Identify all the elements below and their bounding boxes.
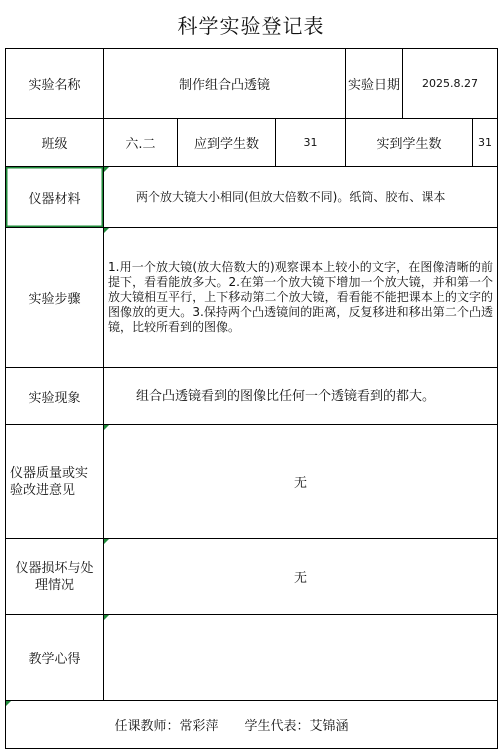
steps-label: 实验步骤 (6, 228, 104, 368)
reflection-value[interactable] (104, 615, 498, 701)
row-steps (6, 228, 498, 368)
experiment-date-value[interactable]: 2025.8.27 (403, 49, 498, 119)
actual-students-value[interactable]: 31 (473, 119, 498, 167)
experiment-date-label: 实验日期 (346, 49, 403, 119)
damage-label (6, 539, 104, 615)
footer-signatures (6, 715, 497, 734)
row-name-date (6, 49, 498, 119)
steps-text: 1.用一个放大镜(放大倍数大的)观察课本上较小的文字，在图像清晰的前提下，看看能放多大。2.在第一个放大镜下增加一个放大镜，并和第一个放大镜相互平行，上下移动第二个放大镜，看看能不能把课本上的文字的图像放的更大。3.保持两个凸透镜间的距离，反复移进和移出第二个凸透镜，比较所看到的图像。 (108, 260, 494, 334)
row-materials (6, 167, 498, 228)
damage-label-text: 仪器损坏与处理情况 (15, 560, 94, 593)
quality-label-text: 仪器质量或实验改进意见 (10, 465, 89, 498)
quality-label (6, 425, 104, 539)
steps-value[interactable] (104, 228, 498, 368)
materials-label: 仪器材料 (6, 167, 104, 228)
page-title: 科学实验登记表 (177, 13, 325, 38)
footer-cell (6, 701, 498, 749)
record-table (5, 48, 498, 749)
class-label: 班级 (6, 119, 104, 167)
phenomenon-text: 组合凸透镜看到的图像比任何一个透镜看到的都大。 (136, 388, 436, 404)
materials-text: 两个放大镜大小相同(但放大倍数不同)。纸筒、胶布、课本 (136, 189, 446, 204)
registration-sheet (5, 0, 497, 749)
experiment-name-value[interactable]: 制作组合凸透镜 (104, 49, 346, 119)
row-reflection (6, 615, 498, 701)
row-phenomenon (6, 368, 498, 425)
phenomenon-value[interactable] (104, 368, 498, 425)
row-damage (6, 539, 498, 615)
quality-value[interactable]: 无 (104, 425, 498, 539)
expected-students-value[interactable]: 31 (276, 119, 346, 167)
row-quality (6, 425, 498, 539)
reflection-label: 教学心得 (6, 615, 104, 701)
row-class-counts (6, 119, 498, 167)
materials-value[interactable] (104, 167, 498, 228)
class-value[interactable]: 六.二 (104, 119, 178, 167)
actual-students-label: 实到学生数 (346, 119, 473, 167)
damage-value[interactable]: 无 (104, 539, 498, 615)
row-footer (6, 701, 498, 749)
expected-students-label: 应到学生数 (178, 119, 276, 167)
teacher-signature: 任课教师：常彩萍 (114, 719, 219, 734)
phenomenon-label: 实验现象 (6, 368, 104, 425)
student-representative: 学生代表：艾锦涵 (244, 719, 349, 734)
experiment-name-label: 实验名称 (6, 49, 104, 119)
